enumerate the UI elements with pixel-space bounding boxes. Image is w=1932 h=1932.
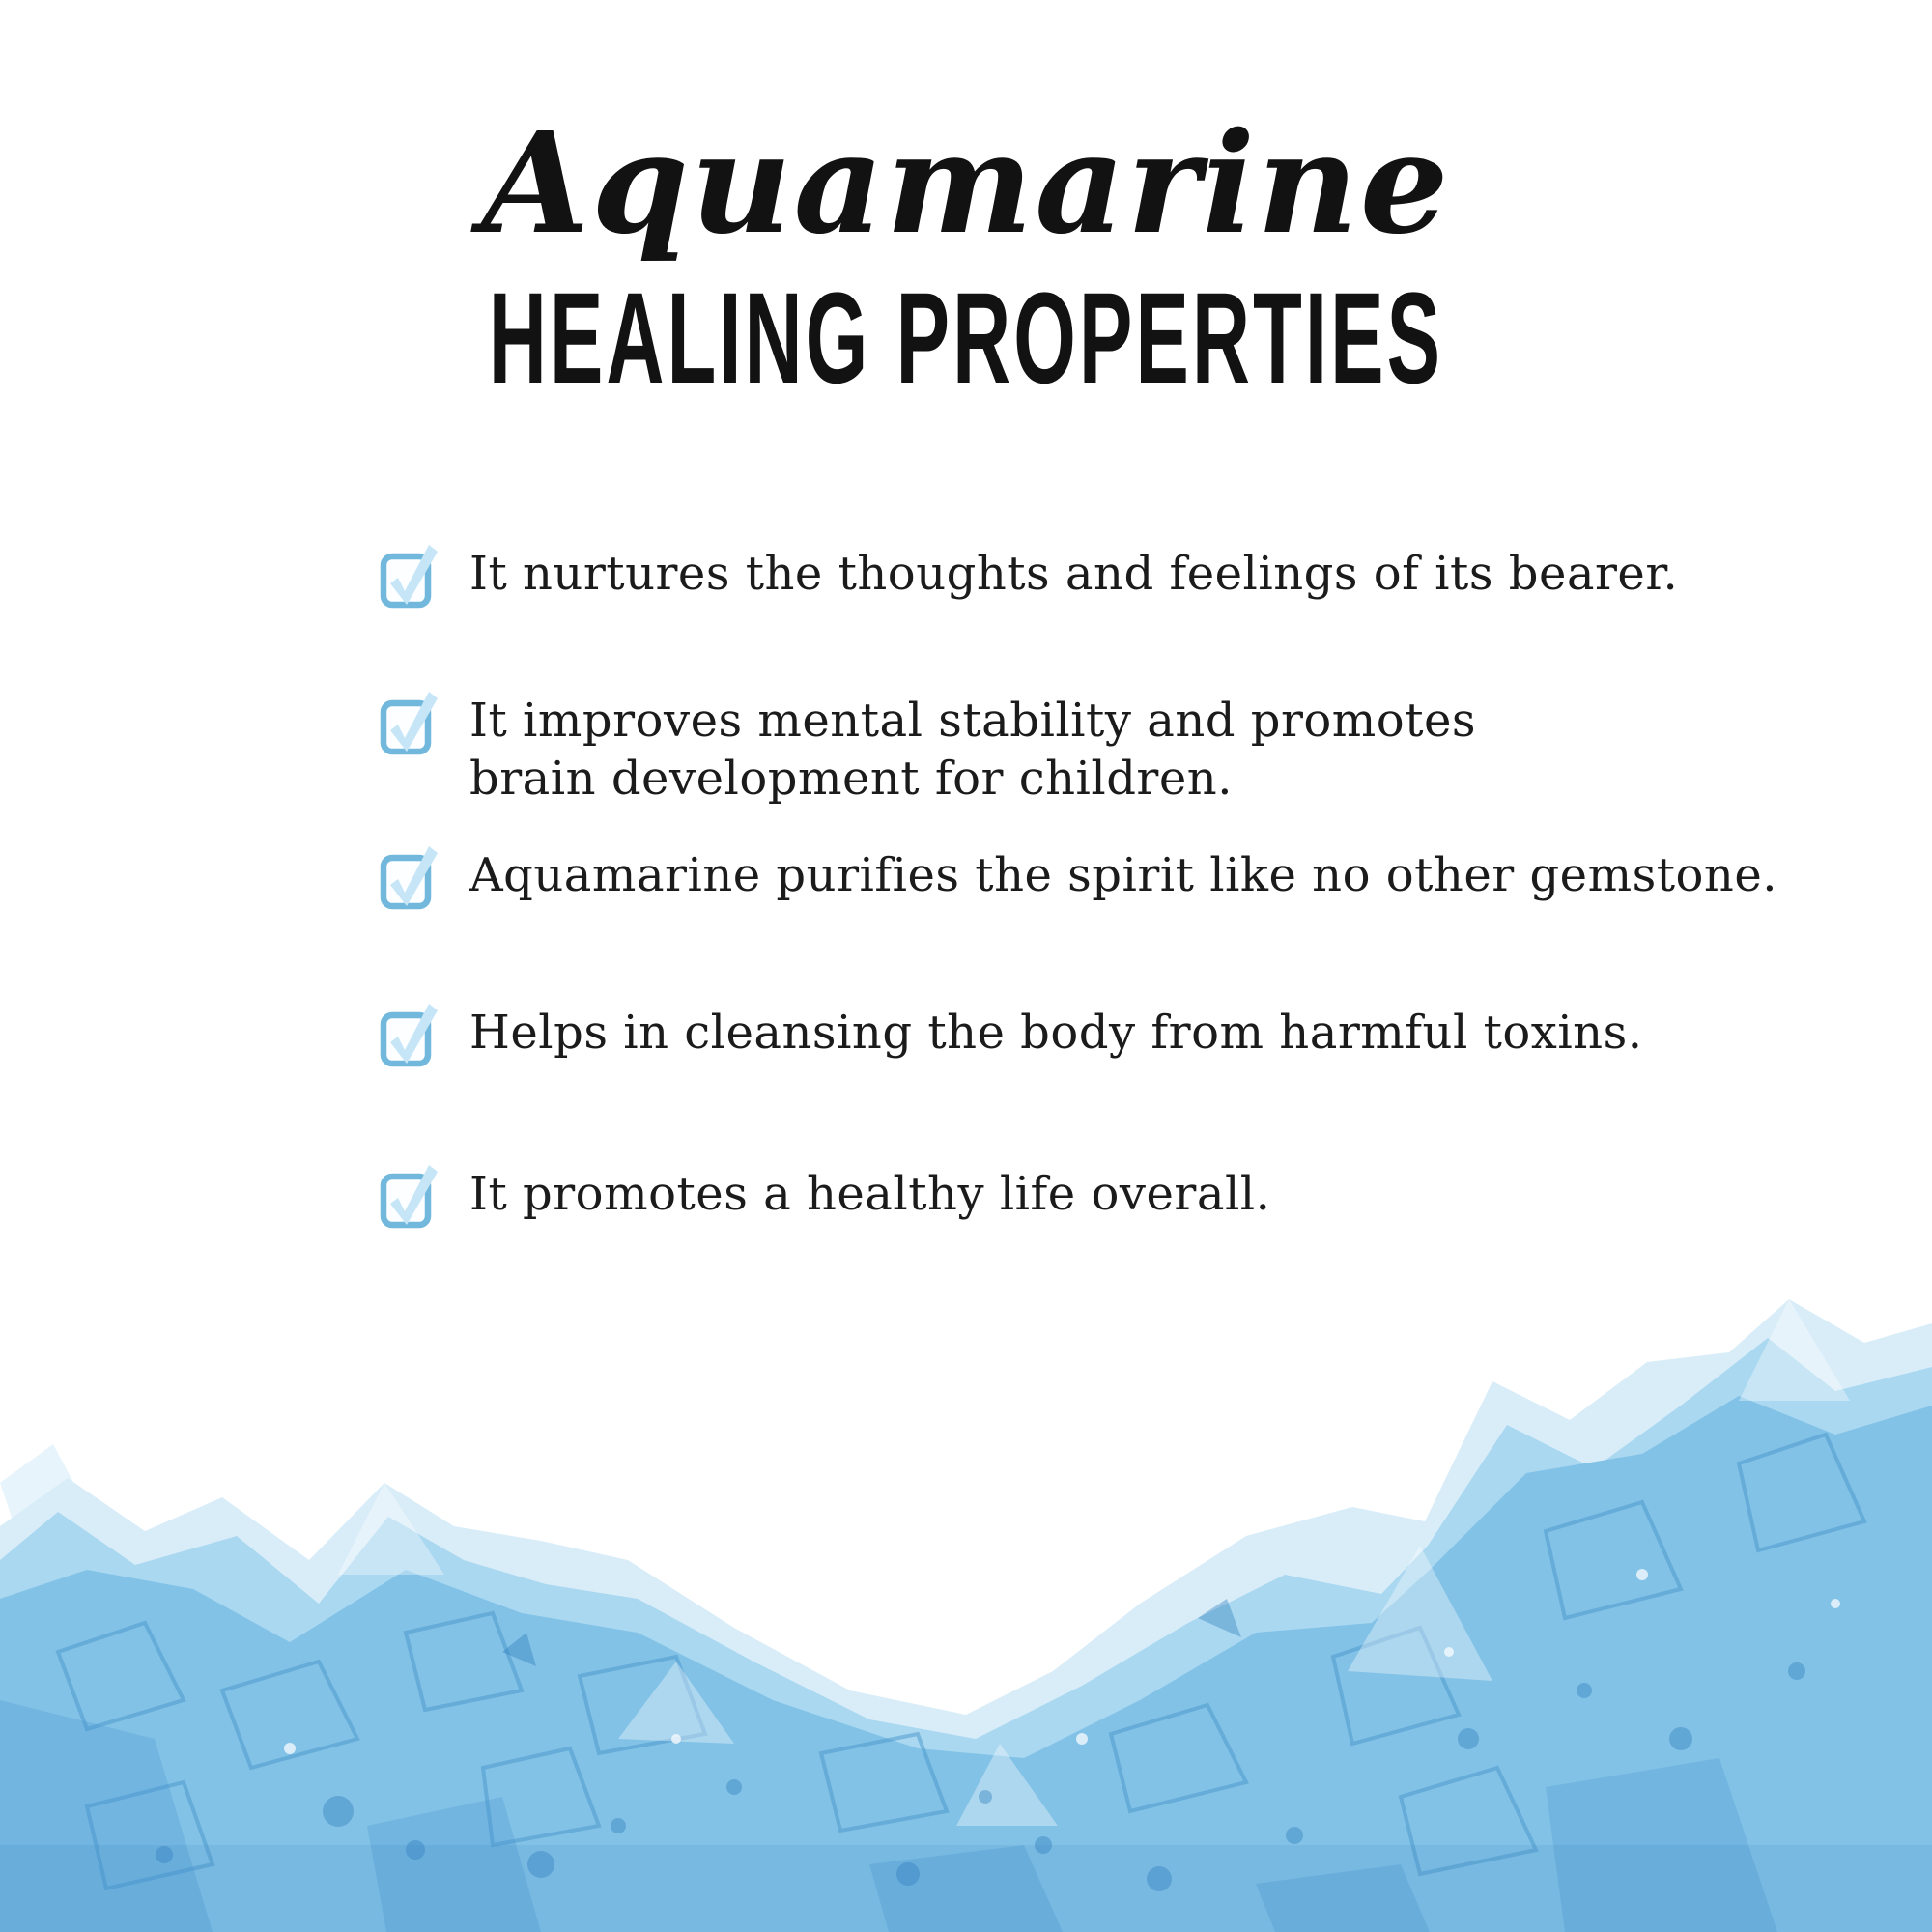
property-item: [379, 541, 1678, 611]
property-item: [379, 842, 1777, 912]
property-text-line: It improves mental stability and promotes: [469, 694, 1477, 748]
property-text: [469, 1161, 1270, 1223]
checked-checkbox-icon: [379, 541, 442, 611]
page-title: Aquamarine: [481, 101, 1451, 265]
checked-checkbox-icon: [379, 842, 442, 912]
property-text: [469, 842, 1777, 904]
property-text: [469, 1000, 1642, 1062]
property-text-line: brain development for children.: [469, 752, 1233, 806]
ice-cubes-photo: [0, 1285, 1932, 1932]
checked-checkbox-icon: [379, 688, 442, 757]
property-text-line: Aquamarine purifies the spirit like no other gemstone.: [469, 848, 1777, 902]
property-text: [469, 541, 1678, 603]
property-item: [379, 1161, 1270, 1231]
ice-bottom-wash: [0, 1845, 1932, 1932]
property-text-line: It promotes a healthy life overall.: [469, 1167, 1271, 1221]
property-item: [379, 1000, 1642, 1069]
property-text-line: Helps in cleansing the body from harmful toxins.: [469, 1006, 1643, 1060]
checked-checkbox-icon: [379, 1000, 442, 1069]
property-text: [469, 688, 1476, 808]
page-subtitle-wrap: [0, 267, 1932, 411]
page-subtitle: HEALING PROPERTIES: [488, 267, 1444, 411]
property-text-line: It nurtures the thoughts and feelings of its bearer.: [469, 547, 1679, 601]
property-item: [379, 688, 1476, 808]
checked-checkbox-icon: [379, 1161, 442, 1231]
